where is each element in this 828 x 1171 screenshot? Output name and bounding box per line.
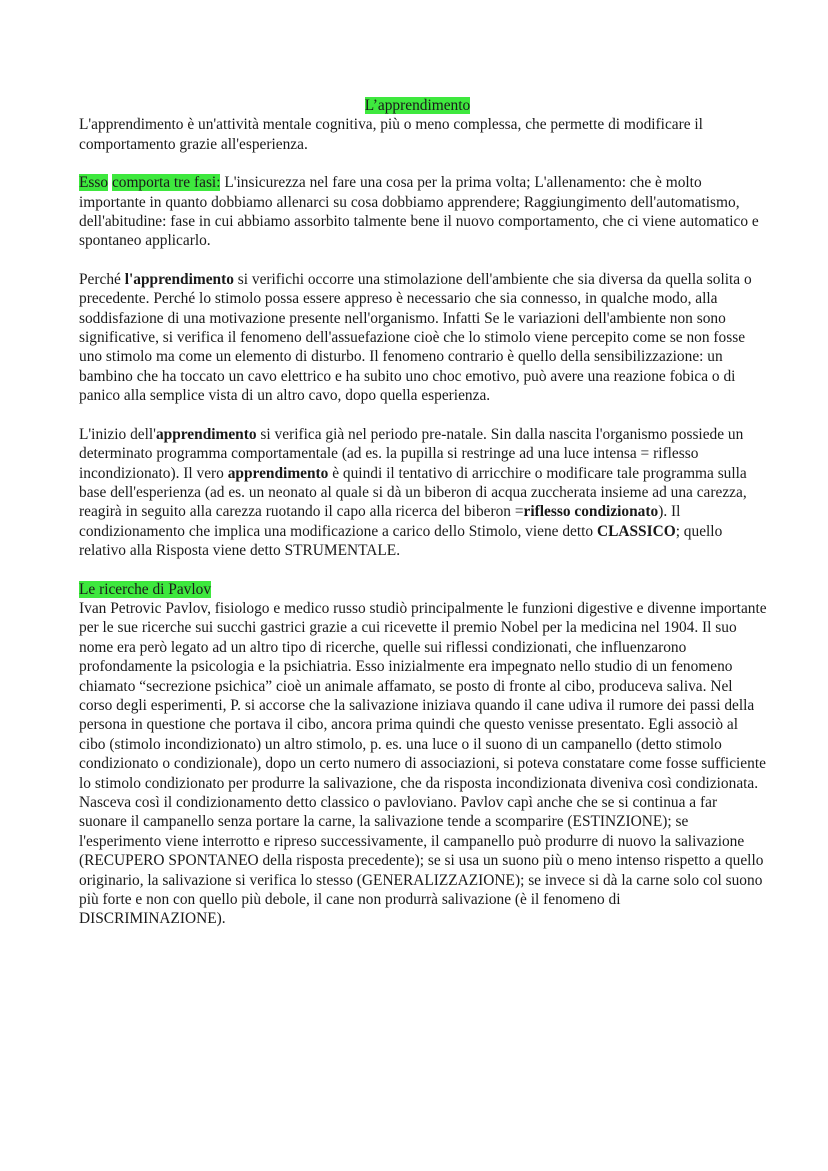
text-run: si verifichi occorre una stimolazione dell'ambiente che sia diversa da quella solita o precedente. Perché lo stimolo possa essere appreso è necessario che sia connesso, in qualche modo, alla soddisfazione di una motivazione presente nell'organismo. Infatti Se le variazioni dell'ambiente non sono significative, si verifica il fenomeno dell'assuefazione cioè che lo stimolo viene percepito come se non fosse uno stimolo ma come un elemento di disturbo. Il fenomeno contrario è quello della sensibilizzazione: un bambino che ha toccato un cavo elettrico e ha subito uno choc emotivo, può avere una reazione fobica o di panico alla semplice vista di un altro cavo, dopo quella esperienza. [79,270,752,405]
spacer [79,406,768,425]
bold-term: apprendimento [227,464,329,482]
section-title: Le ricerche di Pavlov [79,580,212,598]
section-title-row [79,580,768,599]
title-row [79,96,756,115]
text-run: ). Il condizionamento che implica una modificazione a carico dello Stimolo, viene detto [79,503,681,540]
text-run: Perché [79,270,125,288]
paragraph-pavlov: Ivan Petrovic Pavlov, fisiologo e medico russo studiò principalmente le funzioni digestive e divenne importante per le sue ricerche sui succhi gastrici grazie a cui ricevette il premio Nobel per la medicina nel 1904. Il suo nome era però legato ad un altro tipo di ricerche, quelle sui riflessi condizionati, che influenzarono profondamente la psicologia e la psichiatria. Esso inizialmente era impegnato nello studio di un fenomeno chiamato “secrezione psichica” cioè un animale affamato, se posto di fronte al cibo, produceva saliva. Nel corso degli esperimenti, P. si accorse che la salivazione iniziava quando il cane udiva il rumore dei passi della persona in questione che portava il cibo, ancora prima quindi che questo venisse presentato. Egli associò al cibo (stimolo incondizionato) un altro stimolo, p. es. una luce o il suono di un campanello (detto stimolo condizionato o condizionale), dopo un certo numero di associazioni, si poteva constatare come fosse sufficiente lo stimolo condizionato per produrre la salivazione, che da risposta incondizionata diveniva così condizionata. Nasceva così il condizionamento detto classico o pavloviano. Pavlov capì anche che se si continua a far suonare il campanello senza portare la carne, la salivazione tende a scomparire (ESTINZIONE); se l'esperimento viene interrotto e ripreso successivamente, il campanello può produrre di nuovo la salivazione (RECUPERO SPONTANEO della risposta precedente); se si usa un suono più o meno intenso rispetto a quello originario, la salivazione si verifica lo stesso (GENERALIZZAZIONE); se invece si dà la carne solo col suono più forte e non con quello più debole, il cane non produrrà salivazione (è il fenomeno di DISCRIMINAZIONE). [79,599,767,928]
bold-term: apprendimento [155,425,257,443]
text-run: si verifica già nel periodo pre-natale. Sin dalla nascita l'organismo possiede un determinato programma comportamentale (ad es. la pupilla si restringe ad una luce intensa = riflesso incondizionato). Il vero [79,425,744,482]
paragraph-stimulation [79,270,768,406]
paragraph-phases [79,173,768,251]
spacer [79,561,768,580]
text-run: ; quello relativo alla Risposta viene detto STRUMENTALE. [79,522,723,560]
text-run: è quindi il tentativo di arricchire o modificare tale programma sulla base dell'esperienza (ad es. un neonato al quale si dà un biberon di acqua zuccherata insieme ad una carezza, reagirà in seguito alla carezza ruotando il capo alla ricerca del biberon = [79,464,747,521]
page-title: L’apprendimento [364,97,471,114]
bold-term: l'apprendimento [124,270,234,288]
paragraph-prenatal [79,425,768,561]
bold-term: riflesso condizionato [523,503,659,521]
phases-text: L'insicurezza nel fare una cosa per la prima volta; L'allenamento: che è molto importante in quanto dobbiamo allenarci su cosa dobbiamo apprendere; Raggiungimento dell'automatismo, dell'abitudine: fase in cui abbiamo assorbito talmente bene il nuovo comportamento, che ci viene automatico e spontaneo applicarlo. [79,174,759,250]
bold-term: CLASSICO [596,522,676,540]
text-run: L'inizio dell' [79,425,156,443]
spacer [79,154,768,173]
paragraph-definition: L'apprendimento è un'attività mentale cognitiva, più o meno complessa, che permette di modificare il comportamento grazie all'esperienza. [79,116,703,153]
highlight-esso: Esso [79,174,109,192]
highlight-phases: comporta tre fasi: [111,174,221,192]
spacer [79,251,768,270]
